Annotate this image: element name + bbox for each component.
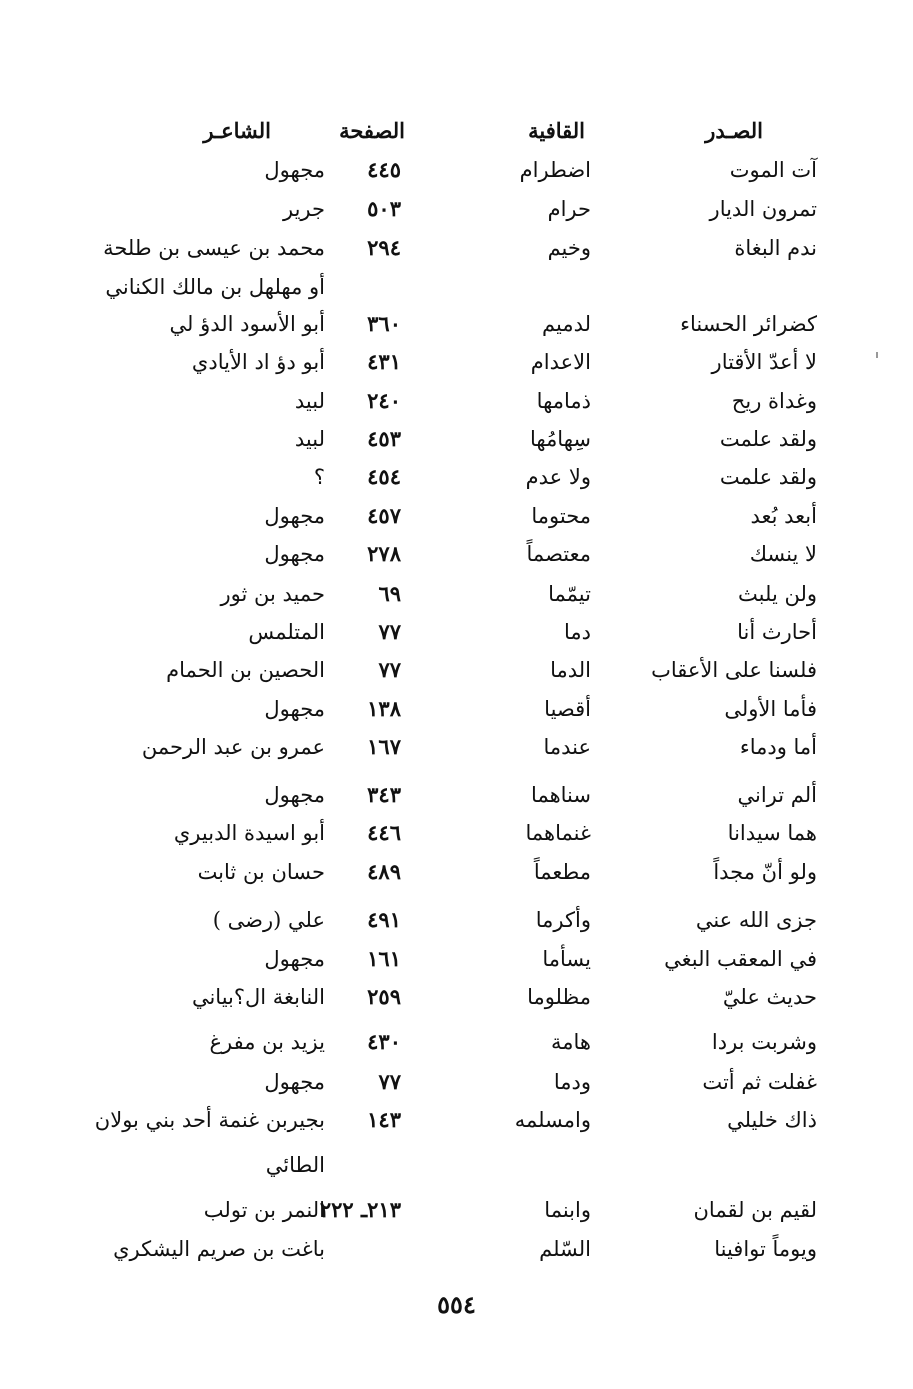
sadr-cell: أحارث أنا [737,620,817,644]
qafiya-cell: حرام [547,197,591,221]
qafiya-cell: وخيم [547,236,591,260]
sadr-cell: غفلت ثم أتت [702,1070,817,1094]
poet-cell: مجهول [264,1070,325,1094]
table-row [0,190,913,228]
sadr-cell: آت الموت [729,158,817,182]
table-row [0,420,913,458]
table-row-continuation [0,1146,913,1184]
qafiya-cell: يسأما [542,947,591,971]
table-row [0,978,913,1016]
qafiya-cell: سناهما [531,783,591,807]
qafiya-cell: معتصماً [526,542,591,566]
sadr-cell: ولقد علمت [719,465,817,489]
sadr-cell: لا ينسك [749,542,817,566]
page-cell: ١٤٣ [367,1107,401,1132]
qafiya-cell: سِهامُها [529,427,591,451]
page-cell: ١٦٧ [367,734,401,759]
header-sadr: الصـدر [705,118,763,143]
qafiya-cell: اضطرام [519,158,591,182]
page-cell: ٦٩ [378,581,401,606]
poet-cell: يزيد بن مفرغ [209,1030,325,1054]
sadr-cell: كضرائر الحسناء [680,312,817,336]
header-poet: الشاعـر [203,118,271,143]
poet-cell: أبو الأسود الدؤ لي [169,312,325,336]
page-cell: ٣٤٣ [367,782,401,807]
sadr-cell: فلسنا على الأعقاب [651,658,817,682]
sadr-cell: جزى الله عني [695,908,817,932]
poet-cell: عمرو بن عبد الرحمن [141,735,325,759]
page-cell: ٧٧ [378,619,401,644]
qafiya-cell: لدميم [542,312,591,336]
poet-cell: النابغة ال؟بياني [191,985,325,1009]
page-cell: ٢٧٨ [367,541,401,566]
table-row [0,151,913,189]
table-row [0,382,913,420]
page-cell: ٣٦٠ [367,311,401,336]
sadr-cell: أما ودماء [739,735,817,759]
page-cell: ٤٤٦ [367,820,401,845]
poet-cell: الحصين بن الحمام [166,658,325,682]
table-row [0,497,913,535]
page-cell: ١٣٨ [367,696,401,721]
poet-cell: جرير [283,197,325,221]
table-row [0,814,913,852]
table-row [0,229,913,267]
sadr-cell: ولو أنّ مجداً [713,860,817,884]
qafiya-cell: ذمامها [536,389,591,413]
sadr-cell: حديث عليّ [722,985,817,1009]
page-cell: ٤٣١ [367,349,401,374]
poet-cell: لبيد [294,389,325,413]
poet-cell: أبو دؤ اد الأيادي [191,350,325,374]
poet-cell: الطائي [265,1153,325,1177]
table-row [0,651,913,689]
page-cell: ٢٤٠ [367,388,401,413]
table-row [0,343,913,381]
sadr-cell: لا أعدّ الأقتار [711,350,817,374]
poet-cell: أبو اسيدة الدبيري [173,821,325,845]
poet-cell: باغت بن صريم اليشكري [113,1237,325,1261]
table-row [0,690,913,728]
page-cell: ٥٠٣ [367,196,401,221]
sadr-cell: ويوماً توافينا [714,1237,817,1261]
qafiya-cell: غنماهما [525,821,591,845]
page-cell: ٤٤٥ [367,157,401,182]
table-row [0,940,913,978]
page-cell: ٢٩٤ [367,235,401,260]
table-row [0,535,913,573]
poet-cell: مجهول [264,947,325,971]
table-row [0,1023,913,1061]
sadr-cell: ولقد علمت [719,427,817,451]
poet-cell: مجهول [264,504,325,528]
poet-cell: أو مهلهل بن مالك الكناني [105,275,325,299]
page-cell: ٤٥٣ [367,426,401,451]
qafiya-cell: دما [564,620,591,644]
poet-cell: مجهول [264,542,325,566]
table-row [0,776,913,814]
page-cell: ٤٥٤ [367,464,401,489]
qafiya-cell: وابنما [544,1198,591,1222]
table-row [0,1230,913,1268]
poet-cell: محمد بن عيسى بن طلحة [103,236,325,260]
page-cell: ٢٥٩ [367,984,401,1009]
poet-cell: حسان بن ثابت [197,860,325,884]
sadr-cell: ولن يلبث [738,582,817,606]
qafiya-cell: الدما [550,658,591,682]
table-row [0,575,913,613]
sadr-cell: فأما الأولى [724,697,817,721]
qafiya-cell: مطعماً [533,860,591,884]
sadr-cell: هما سيدانا [727,821,817,845]
qafiya-cell: ودما [553,1070,591,1094]
table-row [0,305,913,343]
sadr-cell: أبعد بُعد [750,504,817,528]
qafiya-cell: الاعدام [530,350,591,374]
sadr-cell: لقيم بن لقمان [693,1198,817,1222]
poet-cell: النمر بن تولب [203,1198,325,1222]
poet-cell: ؟ [313,465,325,489]
page-cell: ٤٩١ [367,907,401,932]
sadr-cell: وشربت بردا [711,1030,817,1054]
page-cell: ٧٧ [378,657,401,682]
qafiya-cell: وامسلمه [514,1108,591,1132]
poet-cell: بجيربن غنمة أحد بني بولان [94,1108,325,1132]
scan-speck [876,352,878,358]
sadr-cell: وغداة ريح [731,389,817,413]
table-row [0,1063,913,1101]
poet-cell: حميد بن ثور [220,582,325,606]
page-cell: ١٦١ [367,946,401,971]
qafiya-cell: مظلوما [527,985,591,1009]
poet-cell: المتلمس [248,620,325,644]
page-cell: ٢١٣ـ ٢٢٢ [319,1197,401,1222]
qafiya-cell: تيمّما [548,582,591,606]
poet-cell: مجهول [264,158,325,182]
table-row [0,853,913,891]
table-row [0,1191,913,1229]
header-qafiya: القافية [528,118,585,143]
table-row [0,1101,913,1139]
poet-cell: مجهول [264,783,325,807]
poet-cell: مجهول [264,697,325,721]
poet-cell: علي (رضى ) [212,908,325,932]
page-number: ٥٥٤ [437,1290,476,1319]
qafiya-cell: عندما [543,735,591,759]
table-row [0,458,913,496]
qafiya-cell: هامة [551,1030,591,1054]
header-page: الصفحة [339,118,405,143]
poet-cell: لبيد [294,427,325,451]
table-row-continuation [0,268,913,306]
qafiya-cell: ولا عدم [525,465,591,489]
page-cell: ٤٨٩ [367,859,401,884]
qafiya-cell: السّلم [539,1237,591,1261]
sadr-cell: تمرون الديار [709,197,817,221]
qafiya-cell: وأكرما [535,908,591,932]
sadr-cell: ندم البغاة [734,236,817,260]
qafiya-cell: أقصيا [544,697,591,721]
sadr-cell: ذاك خليلي [727,1108,817,1132]
table-row [0,613,913,651]
table-header [0,112,913,150]
page-cell: ٤٥٧ [367,503,401,528]
sadr-cell: في المعقب البغي [664,947,817,971]
qafiya-cell: محتوما [531,504,591,528]
table-row [0,728,913,766]
sadr-cell: ألم تراني [737,783,817,807]
page-cell: ٤٣٠ [367,1029,401,1054]
page-cell: ٧٧ [378,1069,401,1094]
table-row [0,901,913,939]
